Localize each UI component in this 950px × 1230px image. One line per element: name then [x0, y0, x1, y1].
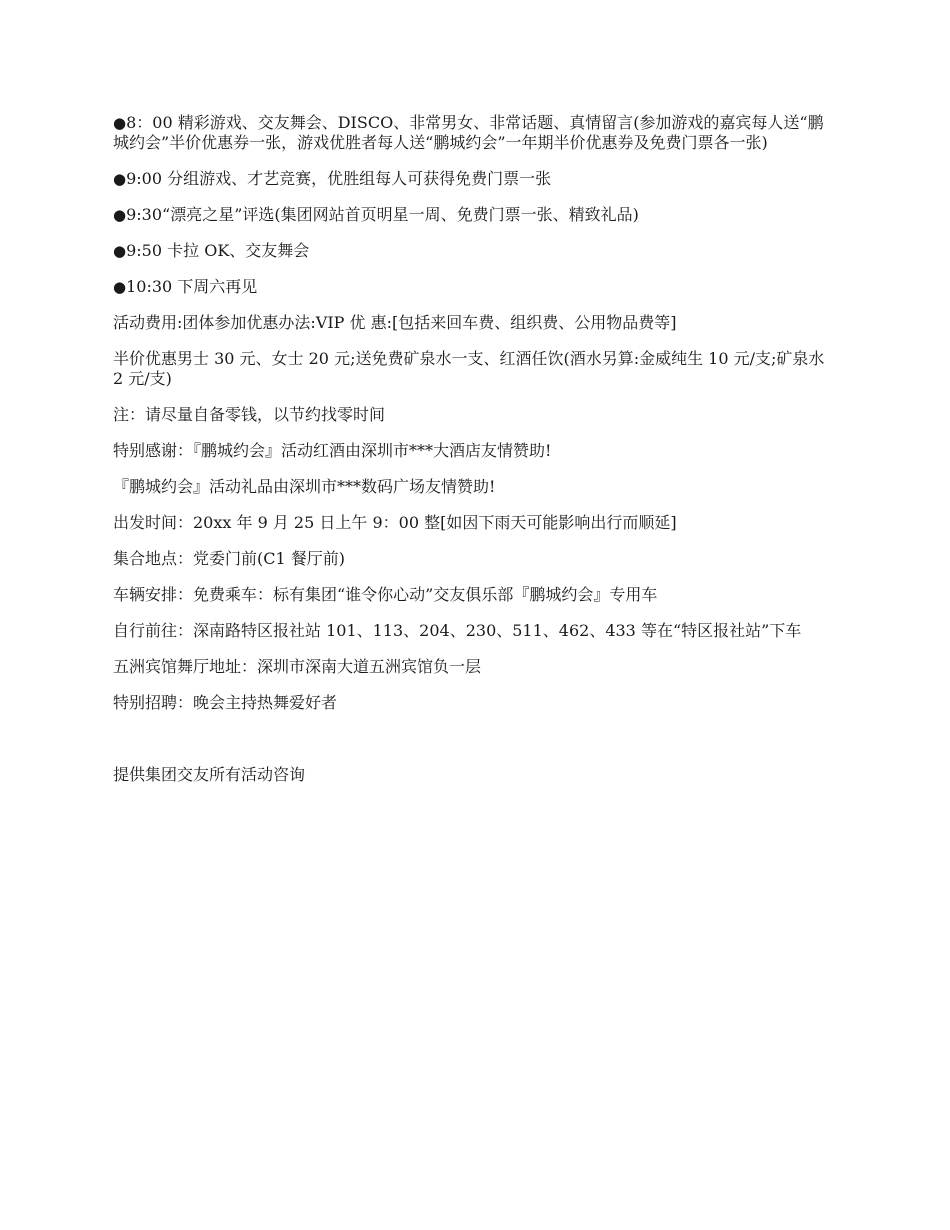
note-paragraph: 注：请尽量自备零钱，以节约找零时间: [113, 405, 386, 424]
schedule-text: 8：00 精彩游戏、交友舞会、DISCO、非常男女、非常话题、真情留言(参加游戏的嘉宾每人送“鹏城约会”半价优惠券一张，游戏优胜者每人送“鹏城约会”一年期半价优惠券及免费门票各一张): [113, 113, 824, 152]
schedule-item-1030: [113, 277, 837, 297]
bullet-icon: ●: [113, 170, 127, 188]
schedule-item-0930: [113, 205, 837, 225]
schedule-text: 9:30“漂亮之星”评选(集团网站首页明星一周、免费门票一张、精致礼品): [126, 205, 639, 224]
meeting-point-paragraph: 集合地点：党委门前(C1 餐厅前): [113, 549, 345, 568]
venue-paragraph: 五洲宾馆舞厅地址：深圳市深南大道五洲宾馆负一层: [113, 657, 482, 676]
schedule-text: 10:30 下周六再见: [126, 277, 258, 296]
fee-paragraph: 活动费用:团体参加优惠办法:VIP 优 惠:[包括来回车费、组织费、公用物品费等]: [113, 313, 677, 332]
thanks-gift-paragraph: 『鹏城约会』活动礼品由深圳市***数码广场友情赞助!: [113, 477, 496, 496]
recruit-paragraph: 特别招聘：晚会主持热舞爱好者: [113, 693, 338, 712]
discount-paragraph: 半价优惠男士 30 元、女士 20 元;送免费矿泉水一支、红酒任饮(酒水另算:金威纯生 10 元/支;矿泉水 2 元/支): [113, 349, 825, 388]
schedule-text: 9:00 分组游戏、才艺竞赛，优胜组每人可获得免费门票一张: [126, 169, 552, 188]
schedule-text: 9:50 卡拉 OK、交友舞会: [126, 241, 310, 260]
self-travel-paragraph: 自行前往：深南路特区报社站 101、113、204、230、511、462、433 等在“特区报社站”下车: [113, 621, 802, 640]
document-body: [113, 113, 837, 801]
schedule-item-0900: [113, 169, 837, 189]
schedule-item-0950: [113, 241, 837, 261]
thanks-wine-paragraph: 特别感谢：『鹏城约会』活动红酒由深圳市***大酒店友情赞助!: [113, 441, 552, 460]
bullet-icon: ●: [113, 278, 127, 296]
bullet-icon: ●: [113, 206, 127, 224]
bullet-icon: ●: [113, 242, 127, 260]
schedule-item-0800: [113, 113, 837, 153]
bullet-icon: ●: [113, 114, 127, 132]
consult-paragraph: 提供集团交友所有活动咨询: [113, 765, 306, 784]
vehicle-paragraph: 车辆安排：免费乘车：标有集团“谁令你心动”交友俱乐部『鹏城约会』专用车: [113, 585, 658, 604]
departure-time-paragraph: 出发时间：20xx 年 9 月 25 日上午 9：00 整[如因下雨天可能影响出行而顺延]: [113, 513, 677, 532]
